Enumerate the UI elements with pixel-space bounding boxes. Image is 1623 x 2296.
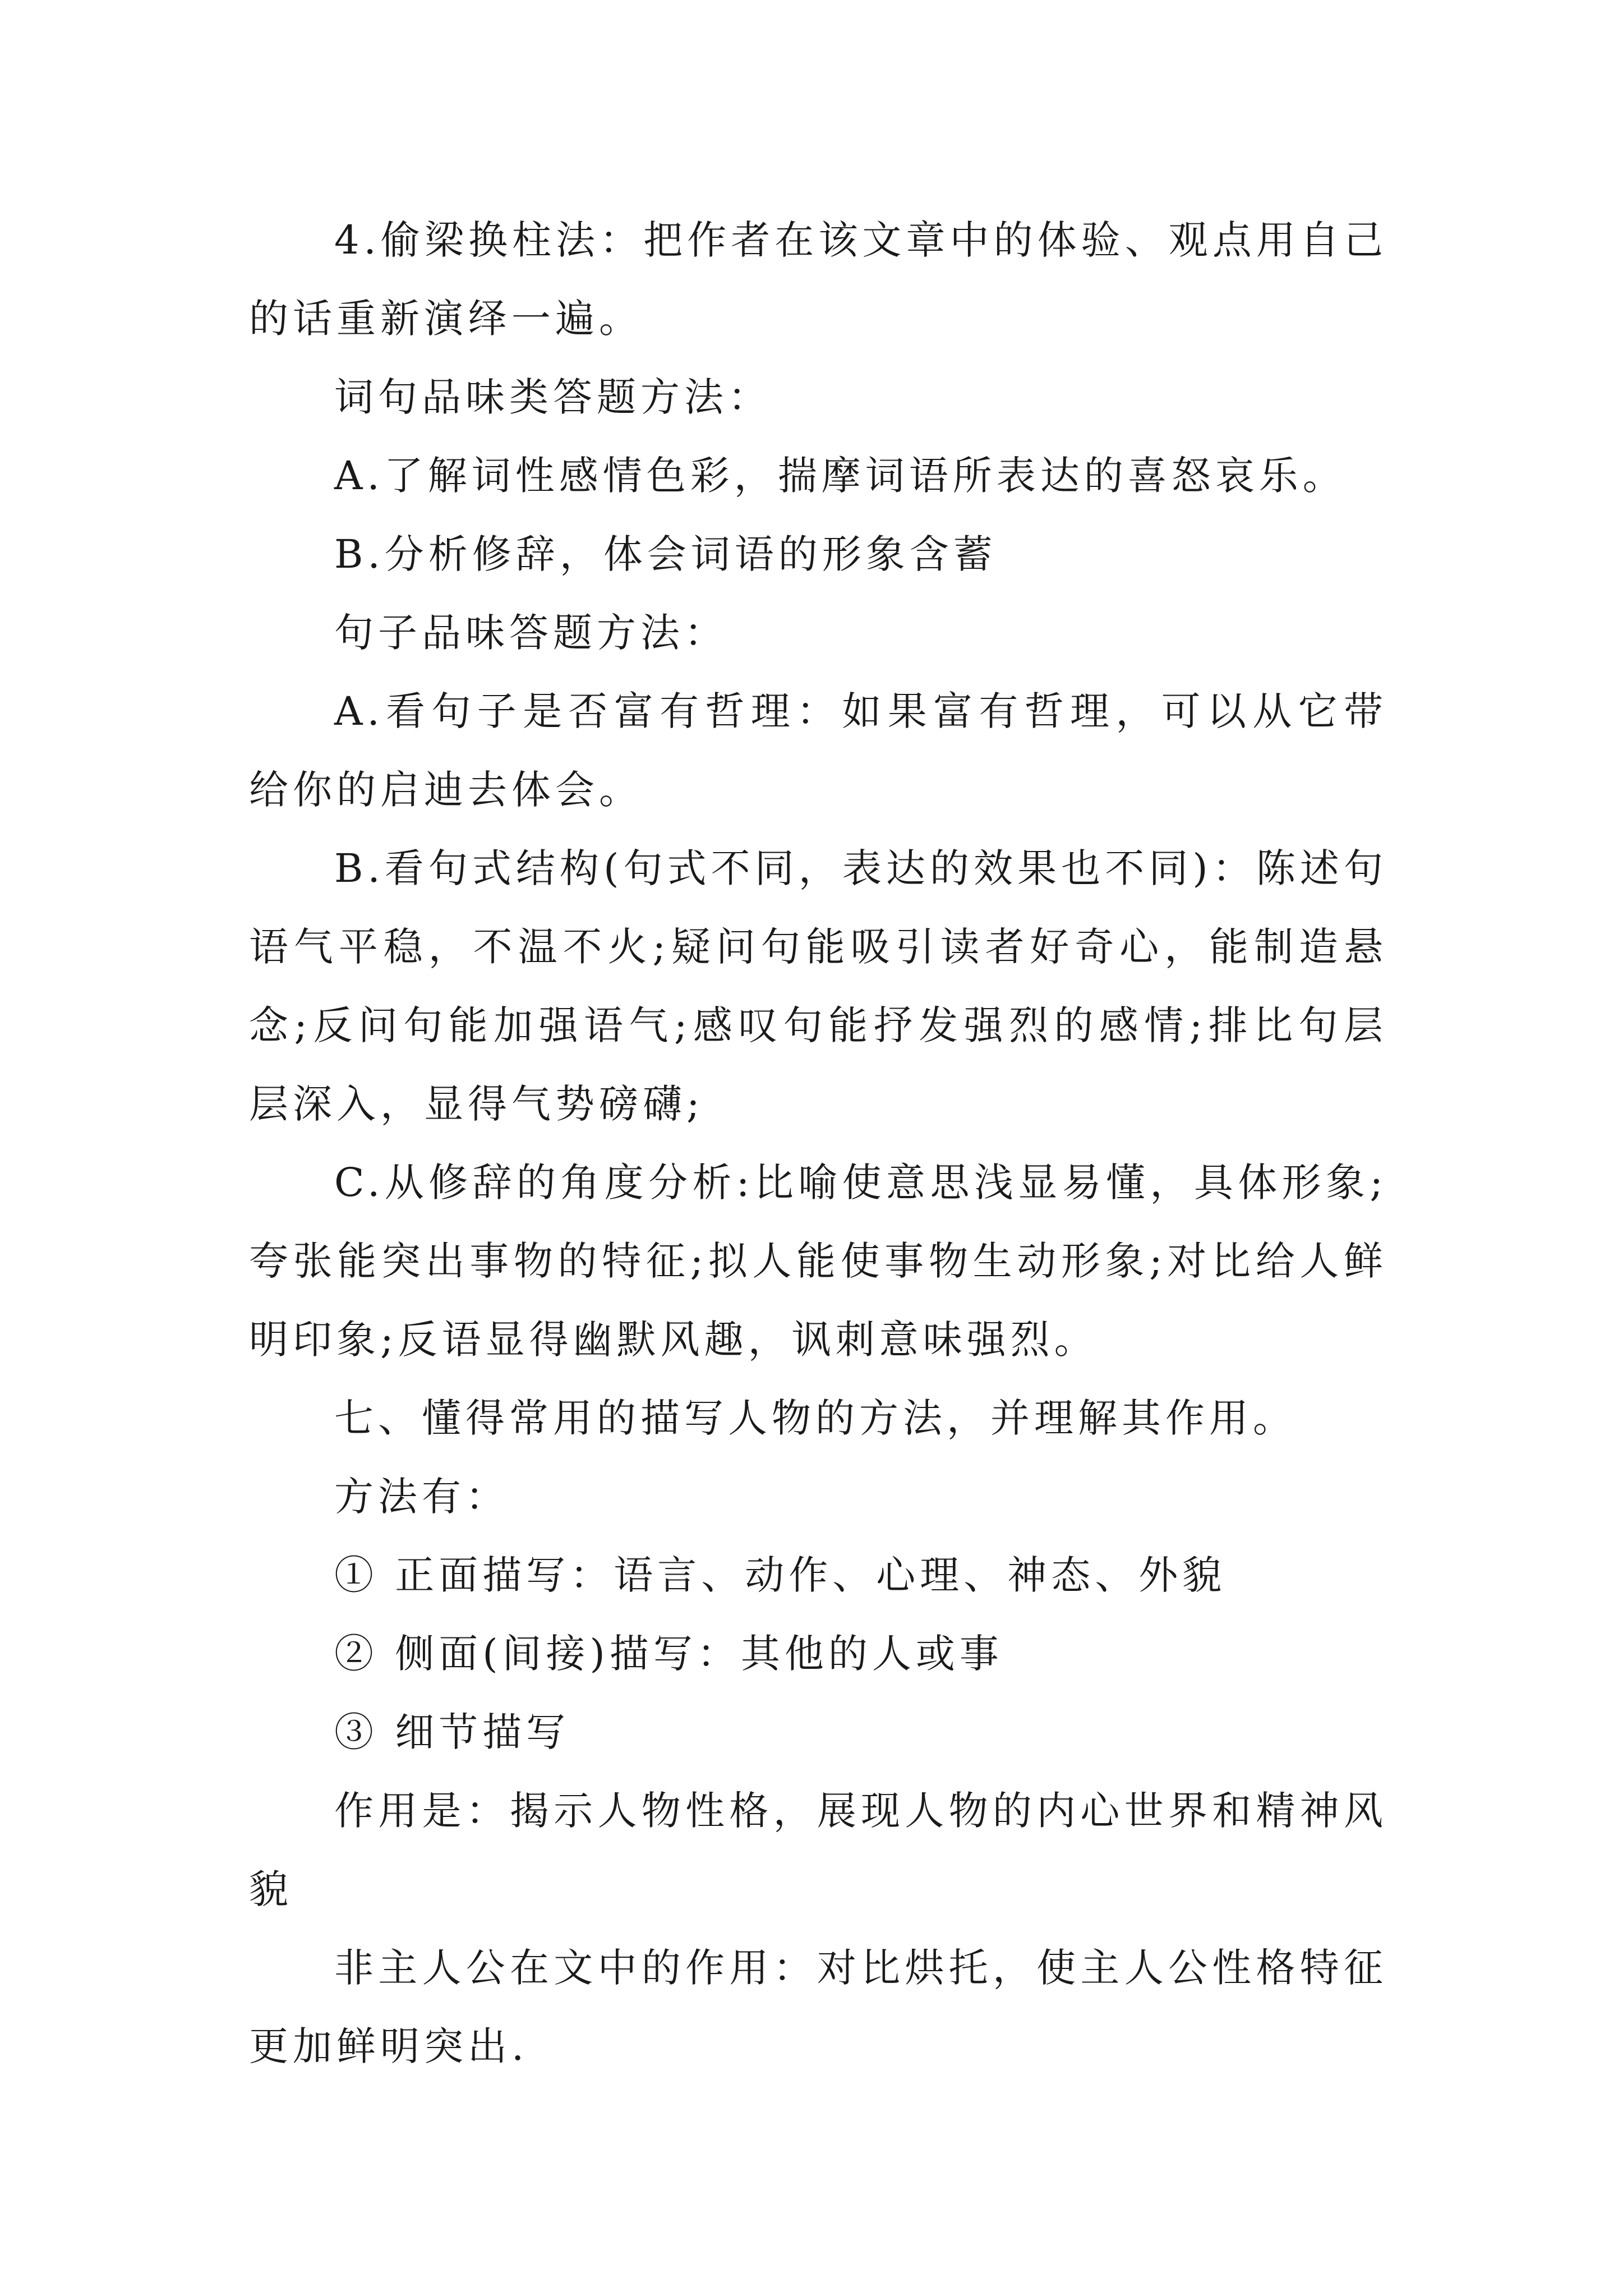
paragraph-sentence-c: C.从修辞的角度分析:比喻使意思浅显易懂，具体形象;夸张能突出事物的特征;拟人能使事物生动形象;对比给人鲜明印象;反语显得幽默风趣，讽刺意味强烈。 [249,1159,1387,1363]
paragraph-word-b: B.分析修辞，体会词语的形象含蓄 [334,531,997,577]
heading-methods: 方法有： [334,1474,509,1520]
paragraph-word-a: A.了解词性感情色彩，揣摩词语所表达的喜怒哀乐。 [334,453,1347,499]
list-item-indirect-description: ② 侧面(间接)描写：其他的人或事 [334,1631,1003,1677]
heading-section-seven: 七、懂得常用的描写人物的方法，并理解其作用。 [334,1395,1297,1441]
paragraph-function: 作用是：揭示人物性格，展现人物的内心世界和精神风貌 [249,1788,1387,1912]
heading-word-appreciation: 词句品味类答题方法： [334,374,772,420]
list-item-detail-description: ③ 细节描写 [334,1709,570,1755]
document-body [249,201,1387,2086]
heading-sentence-appreciation: 句子品味答题方法： [334,610,728,656]
paragraph-method-4: 4.偷梁换柱法：把作者在该文章中的体验、观点用自己的话重新演绎一遍。 [249,217,1387,342]
list-item-direct-description: ① 正面描写：语言、动作、心理、神态、外貌 [334,1552,1227,1598]
paragraph-non-protagonist: 非主人公在文中的作用：对比烘托，使主人公性格特征更加鲜明突出. [249,1945,1387,2069]
paragraph-sentence-a: A.看句子是否富有哲理：如果富有哲理，可以从它带给你的启迪去体会。 [249,688,1387,813]
paragraph-sentence-b: B.看句式结构(句式不同，表达的效果也不同)：陈述句语气平稳，不温不火;疑问句能吸引读者好奇心，能制造悬念;反问句能加强语气;感叹句能抒发强烈的感情;排比句层层深入，显得气势磅礴; [249,845,1387,1127]
